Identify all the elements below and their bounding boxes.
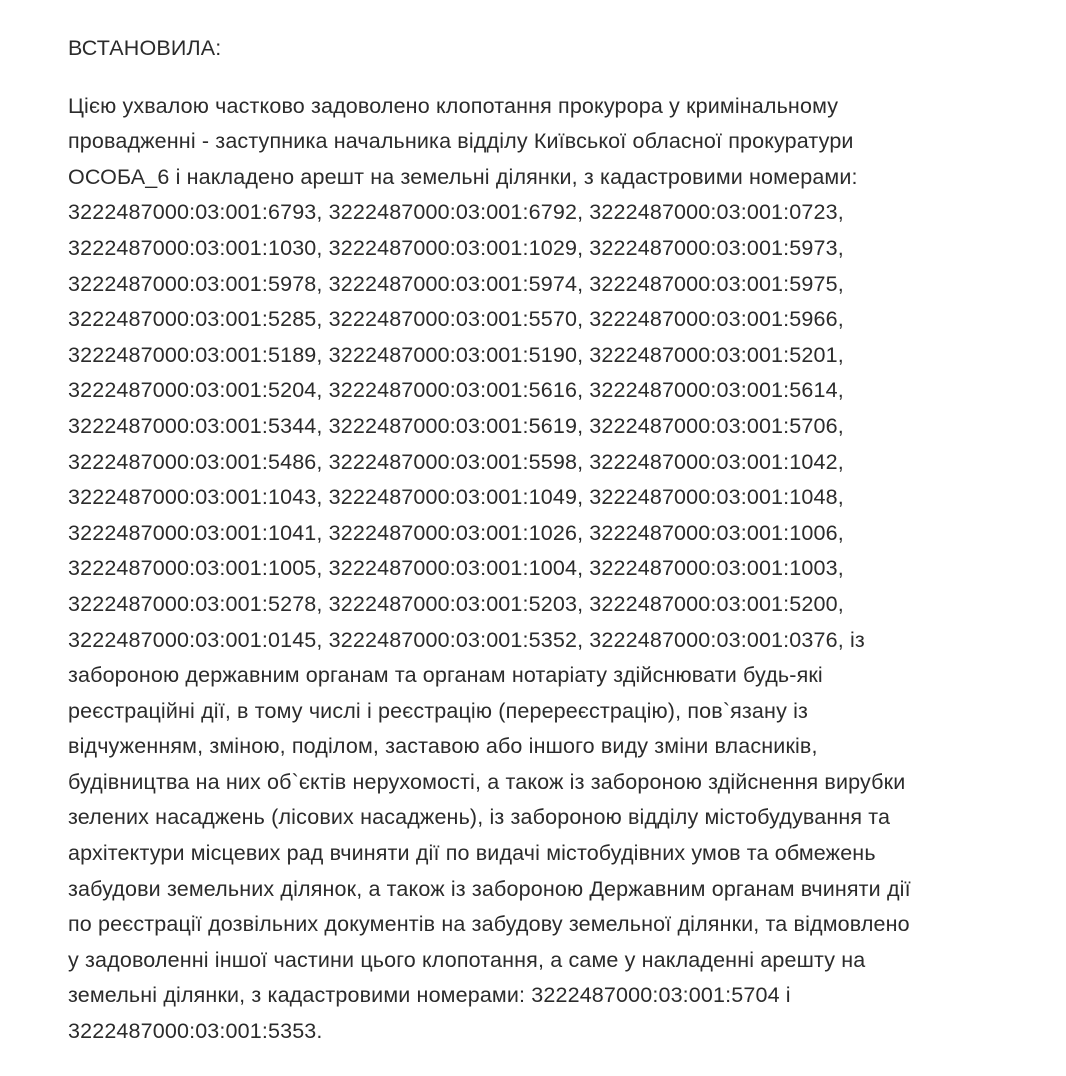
- paragraph-line: будівництва на них об`єктів нерухомості, а також із забороною здійснення вирубки: [68, 769, 906, 794]
- cadastral-numbers-line: 3222487000:03:001:5285, 3222487000:03:001:5570, 3222487000:03:001:5966,: [68, 307, 844, 332]
- paragraph-line: реєстраційні дії, в тому числі і реєстрацію (перереєстрацію), пов`язану із: [68, 698, 809, 723]
- paragraph-line: провадженні - заступника начальника відділу Київської обласної прокуратури: [68, 129, 854, 154]
- cadastral-numbers-line: 3222487000:03:001:1041, 3222487000:03:001:1026, 3222487000:03:001:1006,: [68, 520, 844, 545]
- paragraph-line: Цією ухвалою частково задоволено клопотання прокурора у кримінальному: [68, 93, 839, 118]
- paragraph-line: забороною державним органам та органам нотаріату здійснювати будь-які: [68, 663, 823, 688]
- cadastral-numbers-line: 3222487000:03:001:5344, 3222487000:03:001:5619, 3222487000:03:001:5706,: [68, 413, 844, 438]
- paragraph-line: архітектури місцевих рад вчиняти дії по видачі містобудівних умов та обмежень: [68, 841, 876, 866]
- document-body: [68, 31, 1043, 1050]
- cadastral-numbers-line: 3222487000:03:001:5189, 3222487000:03:001:5190, 3222487000:03:001:5201,: [68, 342, 844, 367]
- paragraph-line: відчуженням, зміною, поділом, заставою або іншого виду зміни власників,: [68, 734, 818, 759]
- cadastral-numbers-line: 3222487000:03:001:5486, 3222487000:03:001:5598, 3222487000:03:001:1042,: [68, 449, 844, 474]
- paragraph-line: зелених насаджень (лісових насаджень), із забороною відділу містобудування та: [68, 805, 891, 830]
- paragraph-line: забудови земельних ділянок, а також із забороною Державним органам вчиняти дії: [68, 876, 911, 901]
- cadastral-numbers-line: 3222487000:03:001:1005, 3222487000:03:001:1004, 3222487000:03:001:1003,: [68, 556, 844, 581]
- cadastral-numbers-line: 3222487000:03:001:5204, 3222487000:03:001:5616, 3222487000:03:001:5614,: [68, 378, 844, 403]
- cadastral-numbers-line: 3222487000:03:001:5978, 3222487000:03:001:5974, 3222487000:03:001:5975,: [68, 271, 844, 296]
- cadastral-numbers-line: 3222487000:03:001:0145, 3222487000:03:001:5352, 3222487000:03:001:0376, із: [68, 627, 865, 652]
- section-heading: ВСТАНОВИЛА:: [68, 36, 222, 60]
- paragraph-line: земельні ділянки, з кадастровими номерами: 3222487000:03:001:5704 і: [68, 983, 791, 1008]
- paragraph-line: ОСОБА_6 і накладено арешт на земельні ділянки, з кадастровими номерами:: [68, 164, 858, 189]
- paragraph-line: 3222487000:03:001:5353.: [68, 1019, 323, 1044]
- paragraph-line: по реєстрації дозвільних документів на забудову земельної ділянки, та відмовлено: [68, 912, 910, 937]
- cadastral-numbers-line: 3222487000:03:001:1043, 3222487000:03:001:1049, 3222487000:03:001:1048,: [68, 485, 844, 510]
- cadastral-numbers-line: 3222487000:03:001:5278, 3222487000:03:001:5203, 3222487000:03:001:5200,: [68, 591, 844, 616]
- cadastral-numbers-line: 3222487000:03:001:1030, 3222487000:03:001:1029, 3222487000:03:001:5973,: [68, 235, 844, 260]
- ruling-paragraph: [68, 89, 1043, 1050]
- paragraph-line: у задоволенні іншої частини цього клопотання, а саме у накладенні арешту на: [68, 947, 866, 972]
- cadastral-numbers-line: 3222487000:03:001:6793, 3222487000:03:001:6792, 3222487000:03:001:0723,: [68, 200, 844, 225]
